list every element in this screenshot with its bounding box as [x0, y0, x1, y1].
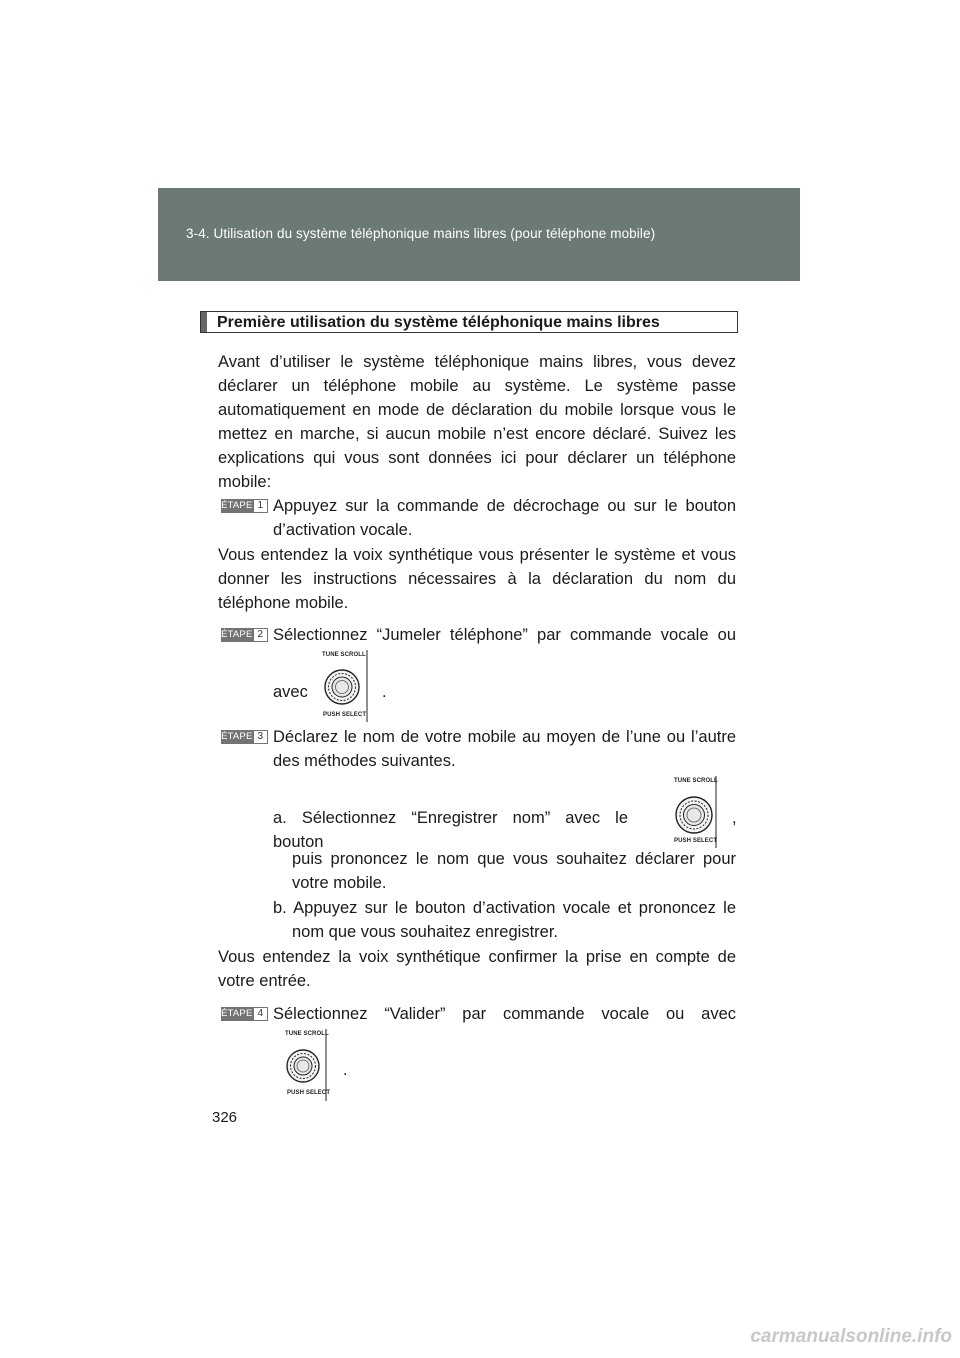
intro-line: explications qui vous sont données ici pour déclarer un téléphone — [218, 449, 736, 467]
step-badge-1 — [221, 499, 268, 513]
step-number: 4 — [253, 1007, 268, 1021]
section-heading — [200, 311, 738, 333]
step-2-avec: avec — [273, 683, 308, 701]
option-line: puis prononcez le nom que vous souhaitez déclarer pour — [292, 850, 736, 868]
step-number: 3 — [253, 730, 268, 744]
watermark: carmanualsonline.info — [750, 1326, 952, 1347]
knob-top-label: TUNE SCROLL — [322, 652, 366, 658]
step-line: des méthodes suivantes. — [273, 752, 456, 770]
option-line: a. Sélectionnez “Enregistrer nom” avec le bouton — [273, 809, 628, 851]
note-line: téléphone mobile. — [218, 594, 349, 612]
step-label: ÉTAPE — [221, 1008, 253, 1019]
option-line: b. Appuyez sur le bouton d’activation vocale et prononcez le — [273, 899, 736, 917]
tune-scroll-knob-icon — [320, 650, 372, 722]
step-4-period: . — [343, 1061, 348, 1079]
step-line: Appuyez sur la commande de décrochage ou sur le bouton — [273, 497, 736, 515]
chapter-title: 3-4. Utilisation du système téléphonique mains libres (pour téléphone mobile) — [186, 226, 656, 241]
note-line: votre entrée. — [218, 972, 311, 990]
tune-scroll-knob-icon — [283, 1029, 335, 1101]
knob-top-label: TUNE SCROLL — [285, 1031, 329, 1037]
step-badge-3 — [221, 730, 268, 744]
note-line: Vous entendez la voix synthétique confirmer la prise en compte de — [218, 948, 736, 966]
section-heading-bar — [201, 312, 207, 332]
step-4-text — [273, 1002, 736, 1026]
step-line: Sélectionnez “Valider” par commande vocale ou avec — [273, 1005, 736, 1023]
knob-bottom-label: PUSH SELECT — [287, 1090, 331, 1096]
intro-line: Avant d’utiliser le système téléphonique mains libres, vous devez — [218, 353, 736, 371]
step-1-note — [218, 543, 736, 615]
page-number: 326 — [212, 1109, 238, 1126]
knob-bottom-label: PUSH SELECT — [323, 712, 367, 718]
tune-scroll-knob-icon — [670, 776, 722, 848]
step-3-text — [273, 725, 736, 773]
option-line: votre mobile. — [292, 874, 387, 892]
step-line: Sélectionnez “Jumeler téléphone” par commande vocale ou — [273, 626, 736, 644]
knob-top-label: TUNE SCROLL — [674, 778, 718, 784]
step-line: Déclarez le nom de votre mobile au moyen de l’une ou l’autre — [273, 728, 736, 746]
intro-line: déclarer un téléphone mobile au système. Le système passe — [218, 377, 736, 395]
step-1-text — [273, 494, 736, 542]
step-badge-4 — [221, 1007, 268, 1021]
option-a-continuation — [292, 847, 736, 895]
chapter-header — [158, 188, 800, 281]
step-label: ÉTAPE — [221, 500, 253, 511]
step-label: ÉTAPE — [221, 731, 253, 742]
step-number: 1 — [253, 499, 268, 513]
step-badge-2 — [221, 628, 268, 642]
option-line: nom que vous souhaitez enregistrer. — [292, 923, 558, 941]
knob-bottom-label: PUSH SELECT — [674, 838, 718, 844]
step-2-text — [273, 623, 736, 647]
note-line: donner les instructions nécessaires à la déclaration du nom du — [218, 570, 736, 588]
step-line: d’activation vocale. — [273, 521, 413, 539]
step-2-period: . — [382, 683, 387, 701]
intro-line: mettez en marche, si aucun mobile n’est encore déclaré. Suivez les — [218, 425, 736, 443]
intro-line: mobile: — [218, 473, 272, 491]
option-b-line1 — [273, 896, 736, 920]
section-title: Première utilisation du système téléphonique mains libres — [217, 314, 660, 331]
option-b-line2 — [292, 920, 736, 944]
step-label: ÉTAPE — [221, 629, 253, 640]
option-a-comma: , — [732, 809, 737, 827]
note-line: Vous entendez la voix synthétique vous présenter le système et vous — [218, 546, 736, 564]
step-3-note — [218, 945, 736, 993]
intro-paragraph — [218, 350, 736, 494]
intro-line: automatiquement en mode de déclaration du mobile lorsque vous le — [218, 401, 736, 419]
step-number: 2 — [253, 628, 268, 642]
